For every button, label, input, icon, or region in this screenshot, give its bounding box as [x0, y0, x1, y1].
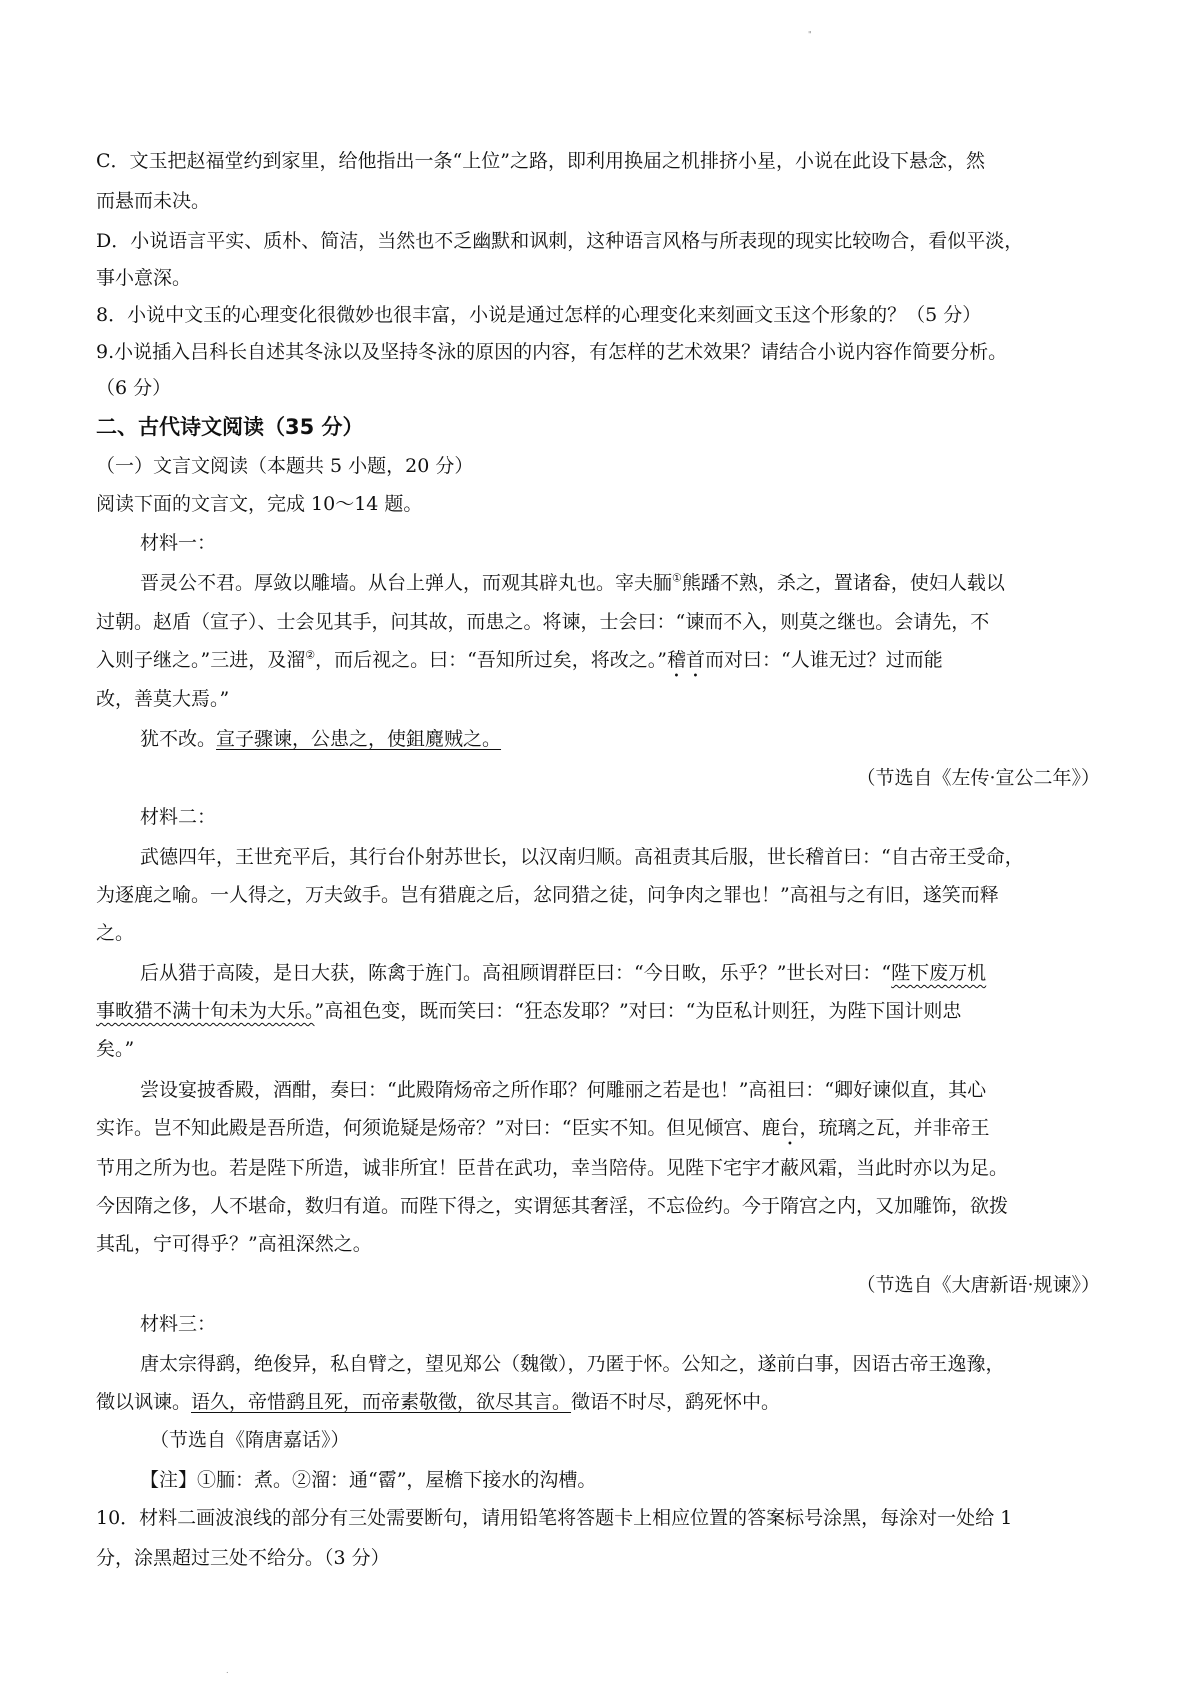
scan-mark-bottom: . [226, 1666, 229, 1675]
scan-mark-top: " [808, 30, 812, 39]
material-1-label: 材料一： [140, 532, 217, 554]
question-9-line1: 9.小说插入吕科长自述其冬泳以及坚持冬泳的原因的内容，有怎样的艺术效果？请结合小说内容作简要分析。 [96, 341, 1008, 363]
wavy-underlined-text-part2: 事畋猎不满十旬未为大乐。 [96, 1000, 315, 1022]
material-2-p2-line3: 矣。” [96, 1038, 135, 1060]
material-3-label: 材料三： [140, 1313, 217, 1335]
footnote-ref-2: ② [305, 648, 316, 662]
option-d-line1: D．小说语言平实、质朴、简洁，当然也不乏幽默和讽刺，这种语言风格与所表现的现实比较吻合，看似平淡， [96, 230, 1024, 252]
option-d-line2: 事小意深。 [96, 267, 192, 289]
material-3-line2: 徵以讽谏。语久，帝惜鹞且死，而帝素敬徵，欲尽其言。徵语不时尽，鹞死怀中。 [96, 1391, 781, 1413]
footnote-ref-1: ① [672, 571, 682, 585]
question-10-line1: 10．材料二画波浪线的部分有三处需要断句，请用铅笔将答题卡上相应位置的答案标号涂黑，每涂对一处给 1 [96, 1507, 1013, 1529]
option-c-line2: 而悬而未决。 [96, 190, 211, 212]
section-title: 二、古代诗文阅读（35 分） [96, 415, 364, 439]
material-1-line3: 入则子继之。”三进，及溜②，而后视之。曰：“吾知所过矣，将改之。”稽首而对曰：“人谁无过？过而能 [96, 648, 943, 671]
option-c-line1: C．文玉把赵福堂约到家里，给他指出一条“上位”之路，即利用换届之机排挤小星，小说在此设下悬念，然 [96, 150, 985, 172]
material-2-p2-line1: 后从猎于高陵，是日大获，陈禽于旌门。高祖顾谓群臣曰：“今日畋，乐乎？”世长对曰：“陛下废万机 [140, 962, 987, 984]
material-2-p3-line4: 今因隋之侈，人不堪命，数归有道。而陛下得之，实谓惩其奢淫，不忘俭约。今于隋宫之内，又加雕饰，欲拨 [96, 1195, 1009, 1217]
material-2-p3-line1: 尝设宴披香殿，酒酣，奏曰：“此殿隋炀帝之所作耶？何雕丽之若是也！”高祖曰：“卿好谏似直，其心 [140, 1079, 987, 1101]
material-2-p2-line2: 事畋猎不满十旬未为大乐。”高祖色变，既而笑曰：“狂态发耶？”对曰：“为臣私计则狂，为陛下国计则忠 [96, 1000, 962, 1022]
emphasized-word-tai: 台 [780, 1117, 800, 1139]
underlined-sentence-1: 宣子骤谏，公患之，使鉏麑贼之。 [216, 728, 502, 750]
material-2-label: 材料二： [140, 806, 217, 828]
material-2-p3-line5: 其乱，宁可得乎？”高祖深然之。 [96, 1233, 372, 1255]
material-1-source: （节选自《左传·宣公二年》） [856, 767, 1100, 789]
emphasized-word-jishou: 稽首 [667, 649, 706, 671]
material-1-line2: 过朝。赵盾（宣子）、士会见其手，问其故，而患之。将谏，士会曰：“谏而不入，则莫之继也。会请先，不 [96, 611, 990, 633]
material-2-p3-line2: 实诈。岂不知此殿是吾所造，何须诡疑是炀帝？”对曰：“臣实不知。但见倾宫、鹿台，琉璃之瓦，并非帝王 [96, 1117, 990, 1139]
material-1-line1: 晋灵公不君。厚敛以雕墙。从台上弹人，而观其辟丸也。宰夫胹①熊蹯不熟，杀之，置诸畚，使妇人载以 [140, 571, 1005, 594]
wavy-underlined-text-part1: 陛下废万机 [891, 962, 987, 984]
material-2-p1-line3: 之。 [96, 922, 135, 944]
question-9-line2: （6 分） [96, 377, 172, 399]
footnote-annotation: 【注】①胹：煮。②溜：通“霤”，屋檐下接水的沟槽。 [140, 1469, 597, 1491]
material-1-line4: 改，善莫大焉。” [96, 688, 230, 710]
section-subtitle: （一）文言文阅读（本题共 5 小题，20 分） [96, 455, 474, 477]
question-10-line2: 分，涂黑超过三处不给分。（3 分） [96, 1547, 390, 1569]
material-2-p3-line3: 节用之所为也。若是陛下所造，诚非所宜！臣昔在武功，幸当陪侍。见陛下宅宇才蔽风霜，当此时亦以为足。 [96, 1157, 1009, 1179]
material-2-p1-line1: 武德四年，王世充平后，其行台仆射苏世长，以汉南归顺。高祖责其后服，世长稽首曰：“自古帝王受命， [140, 846, 1024, 868]
question-8: 8．小说中文玉的心理变化很微妙也很丰富，小说是通过怎样的心理变化来刻画文玉这个形象的？（5 分） [96, 304, 982, 326]
material-3-source: （节选自《隋唐嘉话》） [150, 1429, 350, 1451]
material-2-p1-line2: 为逐鹿之喻。一人得之，万夫敛手。岂有猎鹿之后，忿同猎之徒，问争肉之罪也！”高祖与之有旧，遂笑而释 [96, 884, 999, 906]
material-2-source: （节选自《大唐新语·规谏》） [856, 1274, 1100, 1296]
material-3-line1: 唐太宗得鹞，绝俊异，私自臂之，望见郑公（魏徵），乃匿于怀。公知之，遂前白事，因语古帝王逸豫， [140, 1353, 1005, 1375]
material-1-line5: 犹不改。宣子骤谏，公患之，使鉏麑贼之。 [140, 728, 502, 750]
underlined-sentence-2: 语久，帝惜鹞且死，而帝素敬徵，欲尽其言。 [191, 1391, 572, 1413]
reading-instruction: 阅读下面的文言文，完成 10～14 题。 [96, 493, 423, 515]
